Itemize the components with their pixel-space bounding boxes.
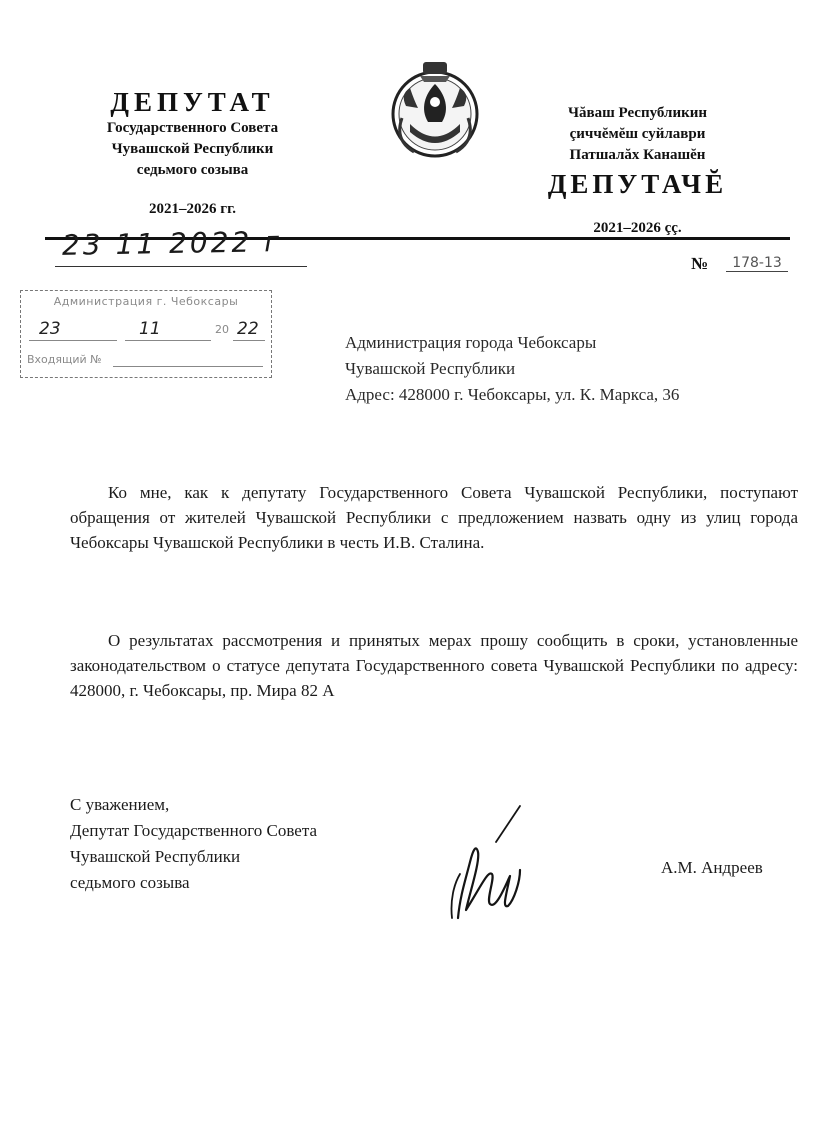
document-number-value: 178-13	[726, 255, 788, 272]
stamp-date-row	[29, 319, 265, 343]
body-paragraph-2-text: О результатах рассмотрения и принятых мерах прошу сообщить в сроки, установленные законодательством о статусе депутата Государственного совета Чувашской Республики по адресу: 428000, г. Чебоксары, пр. Мира 82 А	[70, 631, 798, 700]
letterhead-title-ru: ДЕПУТАТ	[110, 87, 275, 117]
closing-line-2: Депутат Государственного Совета	[70, 821, 318, 840]
closing-block	[70, 792, 317, 896]
letterhead-years-cv: 2021–2026 çç.	[593, 220, 682, 236]
stamp-month-line	[125, 340, 211, 341]
letterhead-line-1: Государственного Совета	[106, 120, 279, 136]
letterhead-years-ru: 2021–2026 гг.	[149, 201, 236, 217]
letterhead-right	[535, 103, 740, 237]
letterhead-cv-line-3: Патшалăх Канашĕн	[569, 147, 706, 163]
signer-name: А.М. Андреев	[661, 858, 763, 877]
addressee-line-3: Адрес: 428000 г. Чебоксары, ул. К. Маркса, 36	[345, 385, 680, 404]
addressee-line-2: Чувашской Республики	[345, 359, 516, 378]
stamp-incoming-line	[113, 366, 263, 367]
stamp-year-line	[233, 340, 265, 341]
stamp-day: 23	[39, 319, 61, 339]
document-number-label: №	[691, 254, 709, 273]
letterhead-cv-line-1: Чăваш Республикин	[567, 105, 708, 121]
document-date: 23 11 2022 г	[61, 225, 283, 262]
addressee-line-1: Администрация города Чебоксары	[345, 333, 597, 352]
letterhead-line-3: седьмого созыва	[136, 162, 249, 178]
stamp-year-prefix: 20	[215, 323, 229, 336]
closing-line-1: С уважением,	[70, 795, 170, 814]
body-paragraph-2	[70, 628, 798, 703]
handwritten-signature	[440, 800, 540, 930]
stamp-day-line	[29, 340, 117, 341]
letterhead-title-cv: ДЕПУТАЧĔ	[547, 169, 728, 199]
stamp-year: 22	[237, 319, 259, 339]
closing-line-3: Чувашской Республики	[70, 847, 241, 866]
letterhead-left	[60, 86, 325, 218]
addressee-block	[345, 330, 679, 408]
letterhead-cv-line-2: çиччĕмĕш суйлаври	[569, 126, 706, 142]
date-underline	[55, 266, 307, 267]
letterhead-line-2: Чувашской Республики	[111, 141, 274, 157]
closing-line-4: седьмого созыва	[70, 873, 190, 892]
stamp-month: 11	[139, 319, 161, 339]
incoming-stamp	[20, 290, 272, 378]
body-paragraph-1-text: Ко мне, как к депутату Государственного Совета Чувашской Республики, поступают обращения от жителей Чувашской Республики с предложением назвать одну из улиц города Чебоксары Чувашской Республики в честь И.В. Сталина.	[70, 483, 798, 552]
body-paragraph-1	[70, 480, 798, 555]
chuvash-emblem-icon	[380, 54, 490, 164]
stamp-title: Администрация г. Чебоксары	[53, 295, 239, 308]
stamp-incoming-label: Входящий №	[27, 353, 102, 366]
